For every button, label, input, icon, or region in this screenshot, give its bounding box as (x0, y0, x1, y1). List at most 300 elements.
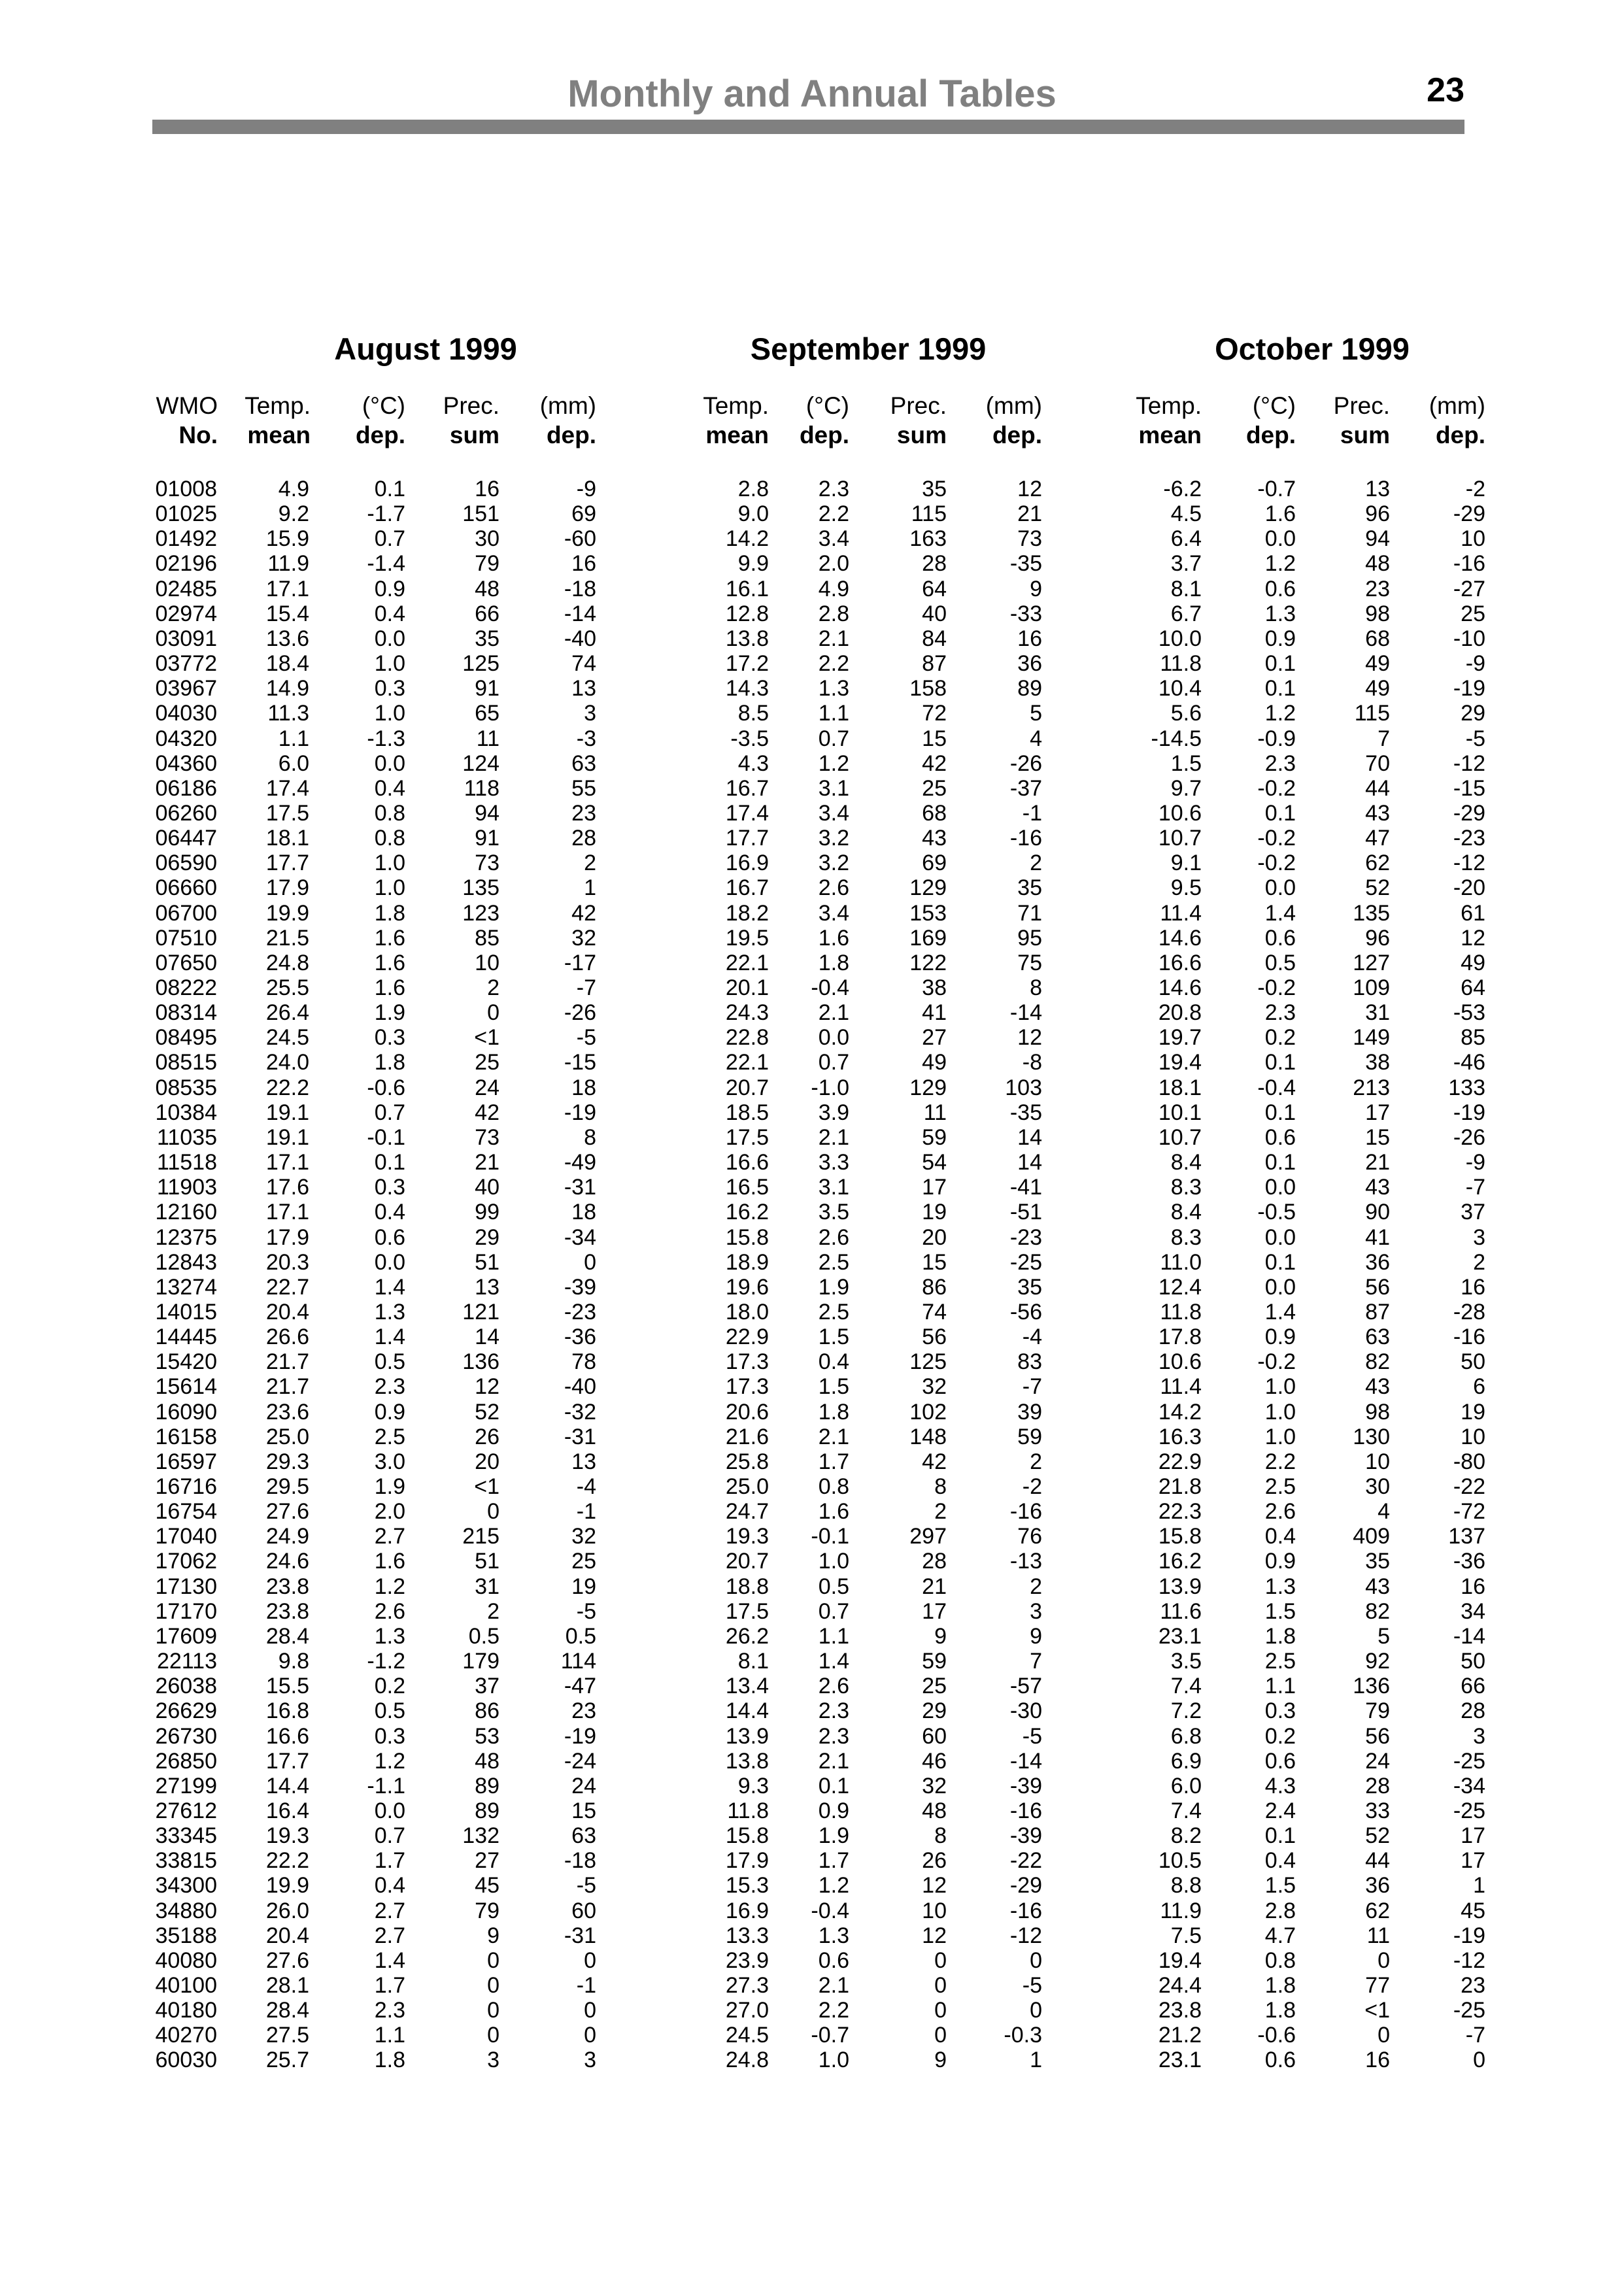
table-cell: 56 (1365, 1275, 1390, 1300)
wmo-number: 08535 (155, 1075, 217, 1100)
wmo-number: 07510 (155, 926, 217, 951)
table-cell: -0.6 (367, 1075, 405, 1100)
table-cell: 0.0 (1264, 1275, 1296, 1300)
table-cell: 0.1 (1264, 801, 1296, 826)
wmo-number: 12843 (155, 1250, 217, 1275)
table-cell: 49 (1365, 676, 1390, 701)
table-cell: -25 (1453, 1749, 1485, 1774)
table-cell: 135 (462, 875, 499, 900)
table-cell: 48 (922, 1798, 947, 1823)
table-cell: -31 (564, 1425, 596, 1449)
table-cell: 24.6 (265, 1549, 309, 1574)
table-cell: 2 (1030, 851, 1042, 875)
table-cell: 14.6 (1158, 926, 1202, 951)
table-cell: 19 (571, 1574, 596, 1599)
table-cell: 28.4 (265, 1624, 309, 1649)
table-cell: 27 (475, 1848, 499, 1873)
table-cell: -28 (1453, 1300, 1485, 1324)
table-cell: 38 (1365, 1050, 1390, 1075)
table-cell: 10 (475, 951, 499, 975)
table-cell: 2.1 (818, 1425, 849, 1449)
table-cell: 0.0 (1264, 875, 1296, 900)
table-cell: 17.2 (725, 651, 769, 676)
table-cell: 29 (922, 1698, 947, 1723)
table-cell: 26.6 (265, 1324, 309, 1349)
table-cell: -0.6 (1257, 2023, 1296, 2048)
table-cell: -1.1 (367, 1774, 405, 1798)
wmo-number: 03772 (155, 651, 217, 676)
table-cell: 1.2 (818, 1873, 849, 1898)
table-cell: 0 (487, 2023, 499, 2048)
table-cell: -16 (1453, 1324, 1485, 1349)
table-cell: 103 (1005, 1075, 1042, 1100)
table-cell: 27.0 (725, 1998, 769, 2023)
table-cell: 11.4 (1160, 1374, 1202, 1399)
table-cell: 11.8 (1160, 651, 1202, 676)
table-cell: 16.2 (1158, 1549, 1202, 1574)
table-cell: 0 (584, 1998, 596, 2023)
table-cell: 23 (571, 1698, 596, 1723)
table-cell: 1.2 (818, 751, 849, 776)
table-cell: 8.3 (1170, 1175, 1202, 1200)
table-cell: 1.3 (374, 1624, 405, 1649)
table-cell: 1.8 (374, 2048, 405, 2072)
table-cell: 26.4 (265, 1000, 309, 1025)
table-cell: 0.1 (1264, 1100, 1296, 1125)
table-cell: 18 (571, 1200, 596, 1224)
table-cell: 2.5 (818, 1250, 849, 1275)
table-cell: 17.6 (265, 1175, 309, 1200)
table-cell: 9.1 (1170, 851, 1202, 875)
table-cell: 41 (922, 1000, 947, 1025)
table-cell: 28 (571, 826, 596, 851)
table-cell: 15.4 (265, 601, 309, 626)
table-cell: 3.4 (818, 801, 849, 826)
table-cell: -19 (1453, 676, 1485, 701)
table-cell: 62 (1365, 1898, 1390, 1923)
table-cell: 2.7 (374, 1898, 405, 1923)
wmo-number: 16716 (155, 1474, 217, 1499)
table-cell: 2.1 (818, 1973, 849, 1998)
table-cell: 0.6 (1264, 926, 1296, 951)
table-cell: 63 (571, 1823, 596, 1848)
table-cell: 1.7 (818, 1449, 849, 1474)
table-cell: -47 (564, 1674, 596, 1698)
table-cell: 52 (475, 1400, 499, 1425)
column-header-prec-sum: Prec. (890, 392, 947, 419)
table-cell: 21.7 (265, 1349, 309, 1374)
page-header-title: Monthly and Annual Tables (567, 73, 1057, 115)
table-cell: 11.3 (267, 701, 309, 726)
table-cell: -0.2 (1257, 826, 1296, 851)
table-cell: 2 (487, 1599, 499, 1624)
table-cell: 21.5 (265, 926, 309, 951)
table-cell: 45 (1461, 1898, 1485, 1923)
table-cell: 2.4 (1264, 1798, 1296, 1823)
table-cell: 50 (1461, 1649, 1485, 1674)
table-cell: 17.5 (725, 1599, 769, 1624)
table-cell: 2.1 (818, 1000, 849, 1025)
table-cell: 12.4 (1158, 1275, 1202, 1300)
table-cell: -7 (576, 975, 596, 1000)
table-cell: 0.5 (565, 1624, 596, 1649)
table-cell: 4 (1378, 1499, 1390, 1524)
table-cell: 37 (475, 1674, 499, 1698)
table-cell: 1.0 (1264, 1374, 1296, 1399)
table-cell: 13 (1365, 477, 1390, 501)
table-cell: 130 (1353, 1425, 1390, 1449)
table-cell: 1 (584, 875, 596, 900)
table-cell: -60 (564, 526, 596, 551)
table-cell: 98 (1365, 601, 1390, 626)
table-cell: 1.1 (278, 726, 309, 751)
table-cell: 17 (1461, 1848, 1485, 1873)
wmo-number: 06260 (155, 801, 217, 826)
table-cell: 20.7 (725, 1075, 769, 1100)
table-cell: 1.4 (818, 1649, 849, 1674)
table-cell: 0.1 (1264, 1050, 1296, 1075)
wmo-number: 02974 (155, 601, 217, 626)
wmo-number: 03967 (155, 676, 217, 701)
table-cell: 9 (487, 1923, 499, 1948)
table-cell: 17.1 (265, 1150, 309, 1175)
table-cell: 0.5 (468, 1624, 499, 1649)
table-cell: 60 (571, 1898, 596, 1923)
table-cell: 71 (1017, 901, 1042, 926)
table-cell: 2 (1473, 1250, 1485, 1275)
table-cell: 2.5 (374, 1425, 405, 1449)
table-cell: 0.1 (374, 477, 405, 501)
table-cell: 22.9 (725, 1324, 769, 1349)
table-cell: 0.1 (1264, 1150, 1296, 1175)
wmo-number: 08495 (155, 1025, 217, 1050)
wmo-number: 06590 (155, 851, 217, 875)
table-cell: 22.1 (725, 1050, 769, 1075)
table-cell: -12 (1453, 851, 1485, 875)
table-cell: 32 (571, 1524, 596, 1549)
table-cell: 25.7 (265, 2048, 309, 2072)
table-cell: -0.4 (811, 975, 849, 1000)
table-cell: 54 (922, 1150, 947, 1175)
table-cell: 64 (1461, 975, 1485, 1000)
table-cell: 0 (934, 2023, 947, 2048)
table-cell: 29 (475, 1225, 499, 1250)
table-cell: 2.2 (818, 651, 849, 676)
table-cell: 30 (1365, 1474, 1390, 1499)
table-cell: -26 (1009, 751, 1042, 776)
wmo-number: 11518 (156, 1150, 217, 1175)
table-cell: 86 (922, 1275, 947, 1300)
table-cell: 43 (1365, 1175, 1390, 1200)
table-cell: 213 (1353, 1075, 1390, 1100)
table-cell: 22.8 (725, 1025, 769, 1050)
table-cell: 28.1 (265, 1973, 309, 1998)
table-cell: 15.9 (265, 526, 309, 551)
table-cell: 122 (909, 951, 947, 975)
wmo-number: 08222 (155, 975, 217, 1000)
table-cell: 0.1 (1264, 676, 1296, 701)
table-cell: 2.0 (818, 551, 849, 576)
table-cell: 0.5 (1264, 951, 1296, 975)
table-cell: 3 (1473, 1225, 1485, 1250)
table-cell: 26.0 (265, 1898, 309, 1923)
table-cell: 11 (923, 1100, 947, 1125)
table-cell: 35 (1365, 1549, 1390, 1574)
table-cell: 3.3 (818, 1150, 849, 1175)
table-cell: -31 (564, 1923, 596, 1948)
table-cell: 16.5 (725, 1175, 769, 1200)
table-cell: 19.1 (265, 1100, 309, 1125)
table-cell: 16 (1365, 2048, 1390, 2072)
table-cell: -0.9 (1257, 726, 1296, 751)
table-cell: -46 (1453, 1050, 1485, 1075)
table-cell: 115 (911, 501, 947, 526)
column-header-temp-mean-sub: mean (247, 422, 311, 448)
table-cell: 38 (922, 975, 947, 1000)
table-cell: -5 (576, 1025, 596, 1050)
table-cell: 48 (1365, 551, 1390, 576)
table-cell: -29 (1453, 801, 1485, 826)
table-cell: 24 (571, 1774, 596, 1798)
table-cell: 9.2 (278, 501, 309, 526)
table-cell: 1.6 (1264, 501, 1296, 526)
table-cell: -34 (1453, 1774, 1485, 1798)
table-cell: 25 (475, 1050, 499, 1075)
table-cell: 124 (462, 751, 499, 776)
table-cell: 35 (1017, 1275, 1042, 1300)
wmo-number: 04030 (155, 701, 217, 726)
table-cell: 0.4 (374, 1873, 405, 1898)
column-header-temp-dep: (°C) (805, 392, 849, 419)
table-cell: 28.4 (265, 1998, 309, 2023)
table-cell: 169 (909, 926, 947, 951)
table-cell: 23.8 (1158, 1998, 1202, 2023)
table-cell: 13.3 (725, 1923, 769, 1948)
table-cell: 9.8 (278, 1649, 309, 1674)
table-cell: 22.9 (1158, 1449, 1202, 1474)
table-cell: 82 (1365, 1349, 1390, 1374)
table-cell: 2.8 (818, 601, 849, 626)
table-cell: 95 (1017, 926, 1042, 951)
table-cell: 24.4 (1158, 1973, 1202, 1998)
table-cell: 20.4 (265, 1300, 309, 1324)
table-cell: 4.9 (818, 577, 849, 601)
table-cell: 3.1 (818, 1175, 849, 1200)
table-cell: 14.2 (1158, 1400, 1202, 1425)
table-cell: 109 (1353, 975, 1390, 1000)
table-cell: 0.6 (818, 1948, 849, 1973)
table-cell: 0.1 (818, 1774, 849, 1798)
table-cell: 0.4 (374, 776, 405, 801)
table-cell: 4 (1030, 726, 1042, 751)
column-header-temp-dep-sub: dep. (1245, 422, 1296, 448)
table-cell: 1.6 (818, 926, 849, 951)
table-cell: 79 (475, 551, 499, 576)
table-cell: 96 (1365, 926, 1390, 951)
table-cell: 14.4 (265, 1774, 309, 1798)
table-cell: 1.4 (1264, 901, 1296, 926)
table-cell: 16.2 (725, 1200, 769, 1224)
table-cell: 4.3 (737, 751, 769, 776)
table-cell: 179 (462, 1649, 499, 1674)
table-cell: 17.4 (265, 776, 309, 801)
table-cell: 16.7 (725, 776, 769, 801)
table-cell: -0.1 (367, 1125, 405, 1150)
wmo-number: 26629 (155, 1698, 217, 1723)
table-cell: 56 (1365, 1724, 1390, 1749)
table-cell: 3.2 (818, 826, 849, 851)
table-cell: -29 (1009, 1873, 1042, 1898)
table-cell: -13 (1009, 1549, 1042, 1574)
table-cell: 14.3 (725, 676, 769, 701)
table-cell: 2 (584, 851, 596, 875)
table-cell: 2.6 (1264, 1499, 1296, 1524)
table-cell: 10.7 (1158, 1125, 1202, 1150)
wmo-number: 16158 (155, 1425, 217, 1449)
table-cell: 123 (462, 901, 499, 926)
table-cell: 0 (584, 2023, 596, 2048)
table-cell: 4.7 (1264, 1923, 1296, 1948)
table-cell: 17.8 (1158, 1324, 1202, 1349)
table-cell: 29.3 (265, 1449, 309, 1474)
table-cell: 68 (922, 801, 947, 826)
table-cell: 20.6 (725, 1400, 769, 1425)
table-cell: -7 (1465, 2023, 1485, 2048)
table-cell: 2.8 (1264, 1898, 1296, 1923)
table-cell: -19 (564, 1100, 596, 1125)
table-cell: -2 (1022, 1474, 1042, 1499)
table-cell: 6.0 (278, 751, 309, 776)
table-cell: 3 (1030, 1599, 1042, 1624)
table-cell: 2.8 (737, 477, 769, 501)
table-cell: 5 (1030, 701, 1042, 726)
table-cell: 44 (1365, 1848, 1390, 1873)
table-cell: -20 (1453, 875, 1485, 900)
table-cell: 59 (1017, 1425, 1042, 1449)
table-cell: -0.4 (811, 1898, 849, 1923)
wmo-number: 12375 (155, 1225, 217, 1250)
table-cell: -15 (564, 1050, 596, 1075)
table-cell: 12.8 (725, 601, 769, 626)
column-header-prec-sum-sub: sum (449, 422, 499, 448)
table-cell: -23 (1009, 1225, 1042, 1250)
table-cell: 20.3 (265, 1250, 309, 1275)
table-cell: 1.8 (374, 901, 405, 926)
table-cell: -25 (1009, 1250, 1042, 1275)
table-cell: 14.4 (725, 1698, 769, 1723)
wmo-number: 17040 (155, 1524, 217, 1549)
table-cell: 17.9 (265, 1225, 309, 1250)
table-cell: 24.5 (725, 2023, 769, 2048)
table-cell: 0.7 (818, 726, 849, 751)
table-cell: 9.3 (737, 1774, 769, 1798)
table-cell: -12 (1009, 1923, 1042, 1948)
table-cell: 19.1 (265, 1125, 309, 1150)
table-cell: 25 (922, 776, 947, 801)
table-cell: -39 (1009, 1774, 1042, 1798)
table-cell: -31 (564, 1175, 596, 1200)
table-cell: 63 (1365, 1324, 1390, 1349)
table-cell: 2.3 (818, 1698, 849, 1723)
table-cell: 66 (1461, 1674, 1485, 1698)
table-cell: 24.3 (725, 1000, 769, 1025)
table-cell: -0.2 (1257, 851, 1296, 875)
table-cell: 21 (922, 1574, 947, 1599)
table-cell: 3.4 (818, 901, 849, 926)
table-cell: 78 (571, 1349, 596, 1374)
table-cell: 13.4 (725, 1674, 769, 1698)
table-cell: 18.0 (725, 1300, 769, 1324)
table-cell: 2.5 (1264, 1649, 1296, 1674)
table-cell: 6.9 (1170, 1749, 1202, 1774)
wmo-number: 13274 (155, 1275, 217, 1300)
table-cell: 0 (1378, 2023, 1390, 2048)
table-cell: 13.8 (725, 626, 769, 651)
table-cell: 29.5 (265, 1474, 309, 1499)
table-cell: 1.5 (1170, 751, 1202, 776)
table-cell: -29 (1453, 501, 1485, 526)
table-cell: 20.1 (725, 975, 769, 1000)
table-cell: 22.3 (1158, 1499, 1202, 1524)
wmo-number: 26038 (155, 1674, 217, 1698)
table-cell: 127 (1353, 951, 1390, 975)
table-cell: 0.9 (1264, 626, 1296, 651)
table-cell: 16 (1461, 1574, 1485, 1599)
table-cell: -14 (564, 601, 596, 626)
table-cell: 1 (1473, 1873, 1485, 1898)
table-cell: -4 (1022, 1324, 1042, 1349)
table-cell: 158 (909, 676, 947, 701)
table-cell: 28 (1365, 1774, 1390, 1798)
table-cell: 12 (475, 1374, 499, 1399)
table-cell: 0.0 (1264, 1175, 1296, 1200)
table-cell: 84 (922, 626, 947, 651)
table-cell: 163 (909, 526, 947, 551)
table-cell: 0.6 (374, 1225, 405, 1250)
table-cell: 0.6 (1264, 1749, 1296, 1774)
table-cell: 16.9 (725, 1898, 769, 1923)
table-cell: 15.8 (1158, 1524, 1202, 1549)
wmo-number: 01492 (155, 526, 217, 551)
table-cell: 8.3 (1170, 1225, 1202, 1250)
table-cell: 2.1 (818, 1125, 849, 1150)
wmo-number: 03091 (155, 626, 217, 651)
table-cell: 96 (1365, 501, 1390, 526)
table-cell: 0 (584, 1250, 596, 1275)
table-cell: -0.2 (1257, 776, 1296, 801)
table-cell: 11.6 (1160, 1599, 1202, 1624)
table-cell: 48 (475, 1749, 499, 1774)
wmo-number: 08515 (155, 1050, 217, 1075)
table-cell: 7.4 (1170, 1674, 1202, 1698)
table-cell: 77 (1365, 1973, 1390, 1998)
table-cell: -10 (1453, 626, 1485, 651)
table-cell: 2.3 (818, 1724, 849, 1749)
table-cell: 75 (1017, 951, 1042, 975)
table-cell: 12 (1461, 926, 1485, 951)
table-cell: 43 (1365, 1574, 1390, 1599)
table-cell: 6.4 (1170, 526, 1202, 551)
table-cell: 0 (487, 1499, 499, 1524)
table-cell: 87 (1365, 1300, 1390, 1324)
table-cell: 9.7 (1170, 776, 1202, 801)
table-cell: 1.6 (818, 1499, 849, 1524)
table-cell: -34 (564, 1225, 596, 1250)
table-cell: 19.9 (265, 901, 309, 926)
table-cell: 121 (462, 1300, 499, 1324)
table-cell: 32 (922, 1774, 947, 1798)
table-cell: 24.5 (265, 1025, 309, 1050)
